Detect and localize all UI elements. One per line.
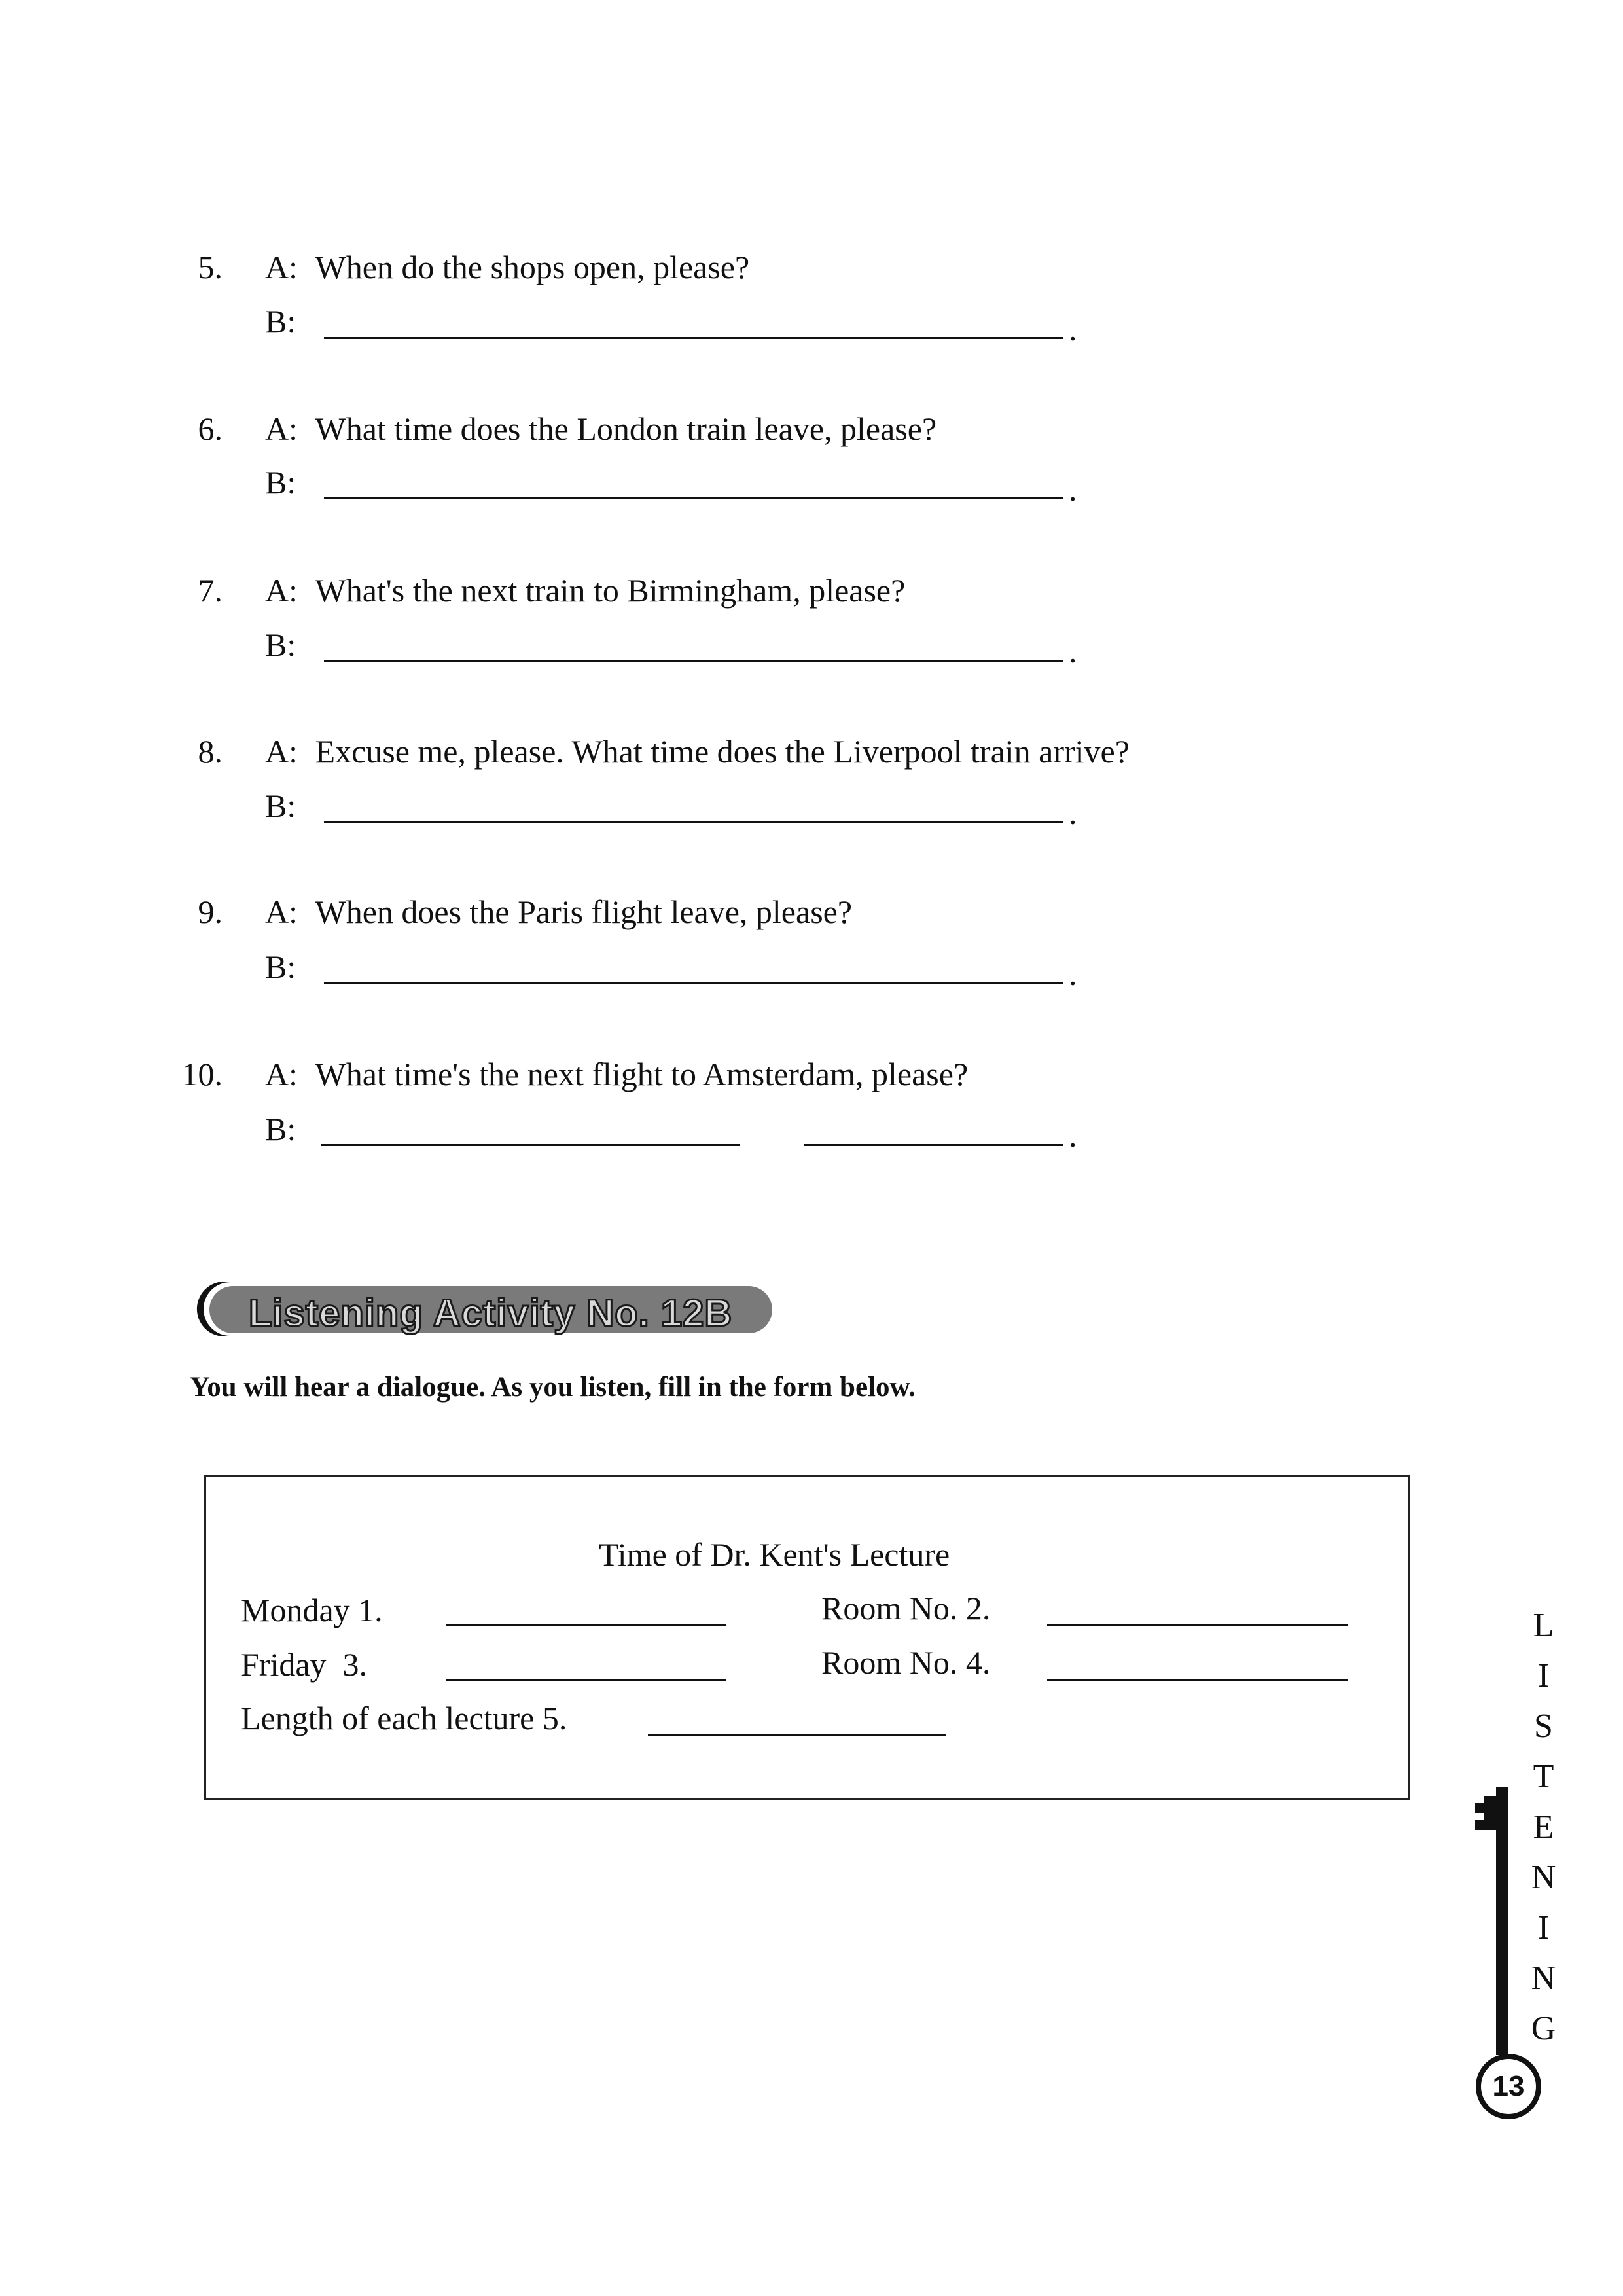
speaker-b-label: B: [265,464,296,501]
speaker-b-label: B: [265,1111,296,1147]
answer-line[interactable] [324,337,1063,339]
question-a-line [265,1058,968,1090]
speaker-a-label: A: [265,572,298,609]
speaker-b-label: B: [265,303,296,340]
question-number: 5. [198,249,223,285]
answer-period: . [1069,471,1077,508]
answer-line[interactable] [804,1144,1063,1146]
lecture-form-box [204,1475,1410,1800]
question-a-line [265,895,852,928]
question-number: 9. [198,893,223,930]
key-decoration-icon [1472,1787,1538,2062]
section-instruction: You will hear a dialogue. As you listen, fill in the form below. [190,1372,916,1403]
section-banner [190,1280,779,1338]
question-number: 6. [198,410,223,447]
form-field-friday[interactable] [446,1679,726,1681]
speaker-a-label: A: [265,1056,298,1092]
form-field-length[interactable] [648,1734,946,1736]
answer-line[interactable] [324,497,1063,499]
question-a-line [265,412,936,445]
speaker-b-label: B: [265,626,296,663]
answer-line[interactable] [324,821,1063,823]
question-a-line [265,735,1130,768]
question-number: 10. [181,1056,223,1092]
form-label-room2: Room No. 2. [821,1590,991,1626]
form-label-length: Length of each lecture 5. [241,1700,567,1736]
question-text: When does the Paris flight leave, please? [315,893,853,930]
question-text: What's the next train to Birmingham, please? [315,572,906,609]
form-field-room4[interactable] [1047,1679,1348,1681]
speaker-a-label: A: [265,733,298,770]
answer-line[interactable] [321,1144,740,1146]
form-field-room2[interactable] [1047,1624,1348,1626]
form-title: Time of Dr. Kent's Lecture [599,1536,950,1573]
page-number: 13 [1476,2054,1541,2119]
form-label-monday: Monday 1. [241,1592,383,1628]
question-text: What time's the next flight to Amsterdam, please? [315,1056,969,1092]
answer-period: . [1069,1117,1077,1154]
answer-period: . [1069,956,1077,992]
form-label-room4: Room No. 4. [821,1644,991,1681]
speaker-b-label: B: [265,787,296,824]
answer-period: . [1069,633,1077,670]
question-number: 7. [198,572,223,609]
speaker-b-label: B: [265,948,296,985]
question-text: What time does the London train leave, please? [315,410,937,447]
answer-period: . [1069,795,1077,831]
form-field-monday[interactable] [446,1624,726,1626]
answer-period: . [1069,311,1077,348]
speaker-a-label: A: [265,893,298,930]
section-title: Listening Activity No. 12B [249,1292,733,1335]
answer-line[interactable] [324,660,1063,662]
question-a-line [265,574,905,607]
form-label-friday: Friday 3. [241,1646,368,1683]
answer-line[interactable] [324,982,1063,984]
question-text: When do the shops open, please? [315,249,750,285]
speaker-a-label: A: [265,410,298,447]
question-a-line [265,251,749,283]
question-text: Excuse me, please. What time does the Liverpool train arrive? [315,733,1130,770]
question-number: 8. [198,733,223,770]
side-section-label: LISTENING [1525,1607,1562,2060]
speaker-a-label: A: [265,249,298,285]
